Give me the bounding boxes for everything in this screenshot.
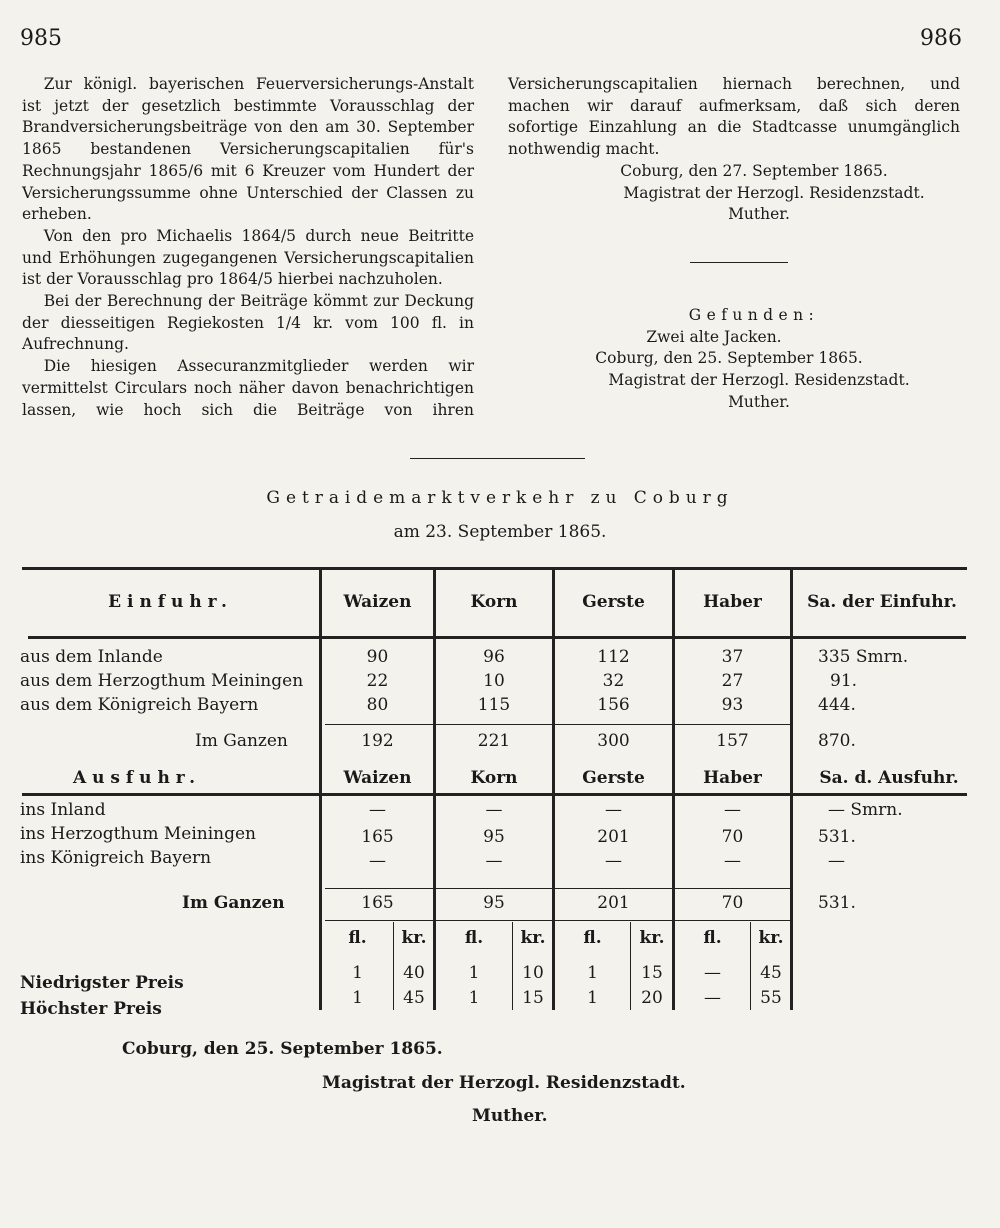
table-cell: 95: [483, 893, 505, 913]
left-column: [22, 74, 474, 421]
divider: [410, 458, 585, 459]
unit-label: fl.: [703, 928, 722, 948]
market-title: Getraidemarktverkehr zu Coburg: [266, 488, 734, 508]
price-row-label: Höchster Preis: [20, 999, 162, 1019]
table-row-label: ins Königreich Bayern: [20, 848, 212, 868]
found-date: Coburg, den 25. September 1865.: [595, 349, 863, 368]
table-cell: —: [724, 800, 741, 820]
notice-date: Coburg, den 27. September 1865.: [620, 161, 888, 180]
table-row-label: ins Inland: [20, 800, 106, 820]
table-cell: 91.: [830, 671, 858, 691]
table-row-label: aus dem Herzogthum Meiningen: [20, 671, 304, 691]
price-rule: [325, 920, 790, 921]
table-cell: 201: [597, 827, 630, 847]
unit-label: fl.: [348, 928, 367, 948]
table-cell: 1: [587, 988, 598, 1008]
table-cell: 201: [597, 893, 630, 913]
unit-label: kr.: [401, 928, 427, 948]
footer-date: Coburg, den 25. September 1865.: [122, 1039, 443, 1059]
paragraph: Versicherungscapitalien hiernach berechnen, und machen wir darauf aufmerksam, daß sich deren sofortige Einzahlung an die Stadtcasse unumgänglich nothwendig macht.: [508, 75, 960, 159]
price-subcolumn-rule: [630, 922, 631, 1010]
table-cell: 15: [522, 988, 544, 1008]
paragraph: Die hiesigen Assecuranzmitglieder werden wir vermittelst Circulars noch näher davon benachrichtigen lassen, wie hoch sich die Beiträge von ihren: [22, 357, 474, 419]
unit-label: fl.: [583, 928, 602, 948]
table-cell: 20: [641, 988, 663, 1008]
unit-label: kr.: [639, 928, 665, 948]
table-cell: 70: [721, 827, 744, 847]
table-cell: 32: [602, 671, 625, 691]
right-column: [508, 74, 960, 226]
table-cell: 96: [483, 647, 505, 667]
table-cell: 870.: [818, 731, 856, 751]
table-cell: 15: [641, 963, 663, 983]
table-cell: —: [485, 800, 503, 820]
table-cell: 165: [361, 893, 394, 913]
table-cell: 10: [522, 963, 544, 983]
unit-label: fl.: [464, 928, 484, 948]
column-header: Sa. d. Ausfuhr.: [819, 768, 959, 788]
unit-label: kr.: [758, 928, 784, 948]
table-cell: 55: [760, 988, 782, 1008]
column-header: Gerste: [582, 592, 645, 612]
unit-label: kr.: [520, 928, 546, 948]
notice-authority: Magistrat der Herzogl. Residenzstadt.: [623, 183, 925, 202]
footer-authority: Magistrat der Herzogl. Residenzstadt.: [322, 1073, 686, 1093]
found-heading: Gefunden:: [688, 306, 820, 324]
subtotal-rule: [325, 888, 790, 889]
price-subcolumn-rule: [512, 922, 513, 1010]
table-cell: 192: [361, 731, 394, 751]
footer-signature: Muther.: [472, 1106, 548, 1126]
found-item: Zwei alte Jacken.: [646, 327, 782, 346]
found-authority: Magistrat der Herzogl. Residenzstadt.: [608, 371, 910, 390]
table-cell: 27: [721, 671, 744, 691]
page-number-right: 986: [920, 26, 962, 51]
table-cell: 221: [477, 731, 511, 751]
table-cell: 1: [352, 963, 363, 983]
table-cell: 45: [403, 988, 425, 1008]
table-header-rule: [28, 636, 966, 639]
divider: [690, 262, 788, 263]
table-cell: 300: [597, 731, 630, 751]
table-row-label: aus dem Inlande: [20, 647, 163, 667]
table-cell: 93: [721, 695, 744, 715]
table-cell: 22: [366, 671, 389, 691]
market-subtitle: am 23. September 1865.: [393, 522, 607, 542]
table-cell: —: [605, 851, 622, 871]
column-header: Sa. der Einfuhr.: [807, 592, 957, 612]
export-header: Ausfuhr.: [72, 768, 202, 788]
subtotal-rule: [325, 724, 790, 725]
table-cell: 1: [468, 963, 480, 983]
table-cell: 444.: [818, 695, 856, 715]
table-cell: 165: [361, 827, 394, 847]
column-header: Waizen: [343, 768, 412, 788]
table-cell: — Smrn.: [828, 800, 903, 820]
table-cell: 1: [468, 988, 480, 1008]
table-row-label: ins Herzogthum Meiningen: [20, 824, 256, 844]
table-cell: 70: [721, 893, 744, 913]
column-header: Gerste: [582, 768, 645, 788]
table-cell: 37: [721, 647, 744, 667]
table-cell: 95: [483, 827, 505, 847]
table-cell: 531.: [818, 893, 856, 913]
column-rule: [790, 570, 793, 1010]
total-label: Im Ganzen: [195, 731, 288, 751]
table-cell: 156: [597, 695, 630, 715]
table-cell: 335 Smrn.: [818, 647, 909, 667]
table-cell: —: [724, 851, 741, 871]
table-top-rule: [22, 567, 967, 570]
notice-signature: Muther.: [728, 205, 790, 224]
table-cell: 531.: [818, 827, 856, 847]
table-cell: 90: [366, 647, 389, 667]
table-cell: —: [704, 988, 721, 1008]
page-number-left: 985: [20, 26, 62, 51]
column-header: Korn: [470, 768, 518, 788]
table-cell: —: [485, 851, 503, 871]
table-cell: —: [828, 851, 845, 871]
table-cell: 45: [760, 963, 782, 983]
table-cell: 112: [597, 647, 630, 667]
table-cell: —: [369, 800, 386, 820]
column-header: Haber: [703, 592, 762, 612]
table-cell: 115: [477, 695, 511, 715]
total-label: Im Ganzen: [182, 893, 285, 913]
table-cell: 1: [587, 963, 598, 983]
table-cell: —: [369, 851, 386, 871]
table-cell: 40: [403, 963, 425, 983]
table-cell: —: [704, 963, 721, 983]
price-subcolumn-rule: [750, 922, 751, 1010]
table-cell: 157: [716, 731, 749, 751]
column-header: Haber: [703, 768, 762, 788]
column-header: Waizen: [343, 592, 412, 612]
price-row-label: Niedrigster Preis: [20, 973, 184, 993]
paragraph: Zur königl. bayerischen Feuerversicherungs-Anstalt ist jetzt der gesetzlich bestimmte Vorausschlag der Brandversicherungsbeiträge von den am 30. September 1865 bestandenen Versicherungscapitalien für's Rechnungsjahr 1865/6 mit 6 Kreuzer vom Hundert der Versicherungssumme ohne Unterschied der Classen zu erheben.: [22, 75, 474, 224]
column-header: Korn: [470, 592, 518, 612]
table-cell: 1: [352, 988, 363, 1008]
found-notice: [508, 305, 960, 414]
table-cell: 10: [483, 671, 505, 691]
paragraph: Von den pro Michaelis 1864/5 durch neue Beitritte und Erhöhungen zugegangenen Versicherungscapitalien ist der Vorausschlag pro 1864/5 hierbei nachzuholen.: [22, 226, 474, 289]
import-header: Einfuhr.: [108, 592, 233, 612]
export-header-rule: [22, 793, 967, 796]
table-row-label: aus dem Königreich Bayern: [20, 695, 259, 715]
found-signature: Muther.: [728, 392, 790, 411]
paragraph: Bei der Berechnung der Beiträge kömmt zur Deckung der diesseitigen Regiekosten 1/4 kr. vom 100 fl. in Aufrechnung.: [22, 292, 474, 354]
price-subcolumn-rule: [393, 922, 394, 1010]
table-cell: —: [605, 800, 622, 820]
table-cell: 80: [366, 695, 389, 715]
